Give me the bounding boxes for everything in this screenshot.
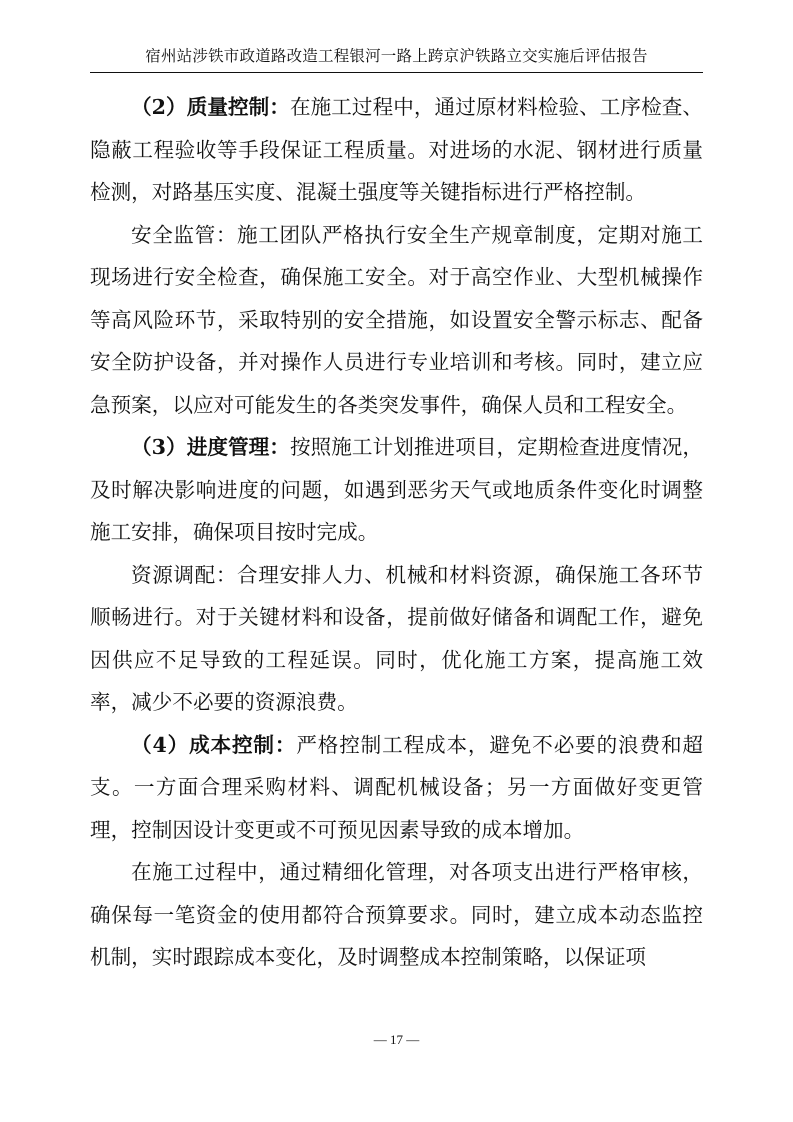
paragraph-quality-control [90,86,703,214]
paragraph-text: 严格控制工程成本，避免不必要的浪费和超支。一方面合理采购材料、调配机械设备；另一方面做好变更管理，控制因设计变更或不可预见因素导致的成本增加。 [90,732,703,842]
page-number: — 17 — [373,1032,420,1047]
document-body [90,86,703,979]
header-divider [90,72,703,73]
paragraph-cost-monitoring [90,851,703,979]
paragraph-text: 在施工过程中，通过原材料检验、工序检查、隐蔽工程验收等手段保证工程质量。对进场的水泥、钢材进行质量检测，对路基压实度、混凝土强度等关键指标进行严格控制。 [90,95,703,204]
paragraph-text: 按照施工计划推进项目，定期检查进度情况，及时解决影响进度的问题，如遇到恶劣天气或地质条件变化时调整施工安排，确保项目按时完成。 [90,435,703,544]
paragraph-progress-management [90,426,703,554]
paragraph-text: 在施工过程中，通过精细化管理，对各项支出进行严格审核，确保每一笔资金的使用都符合预算要求。同时，建立成本动态监控机制，实时跟踪成本变化，及时调整成本控制策略，以保证项 [90,860,703,969]
page-header-title: 宿州站涉铁市政道路改造工程银河一路上跨京沪铁路立交实施后评估报告 [145,47,648,65]
paragraph-cost-control [90,724,703,852]
paragraph-text: 资源调配：合理安排人力、机械和材料资源，确保施工各环节顺畅进行。对于关键材料和设备，提前做好储备和调配工作，避免因供应不足导致的工程延误。同时，优化施工方案，提高施工效率，减少不必要的资源浪费。 [90,562,703,714]
paragraph-resource-allocation [90,554,703,724]
section-heading-cost-control: （4）成本控制： [131,732,297,757]
paragraph-safety-supervision [90,214,703,427]
section-heading-progress-management: （3）进度管理： [131,435,290,459]
section-heading-quality-control: （2）质量控制： [131,95,290,119]
paragraph-text: 安全监管：施工团队严格执行安全生产规章制度，定期对施工现场进行安全检查，确保施工安全。对于高空作业、大型机械操作等高风险环节，采取特别的安全措施，如设置安全警示标志、配备安全防护设备，并对操作人员进行专业培训和考核。同时，建立应急预案，以应对可能发生的各类突发事件，确保人员和工程安全。 [90,222,703,417]
